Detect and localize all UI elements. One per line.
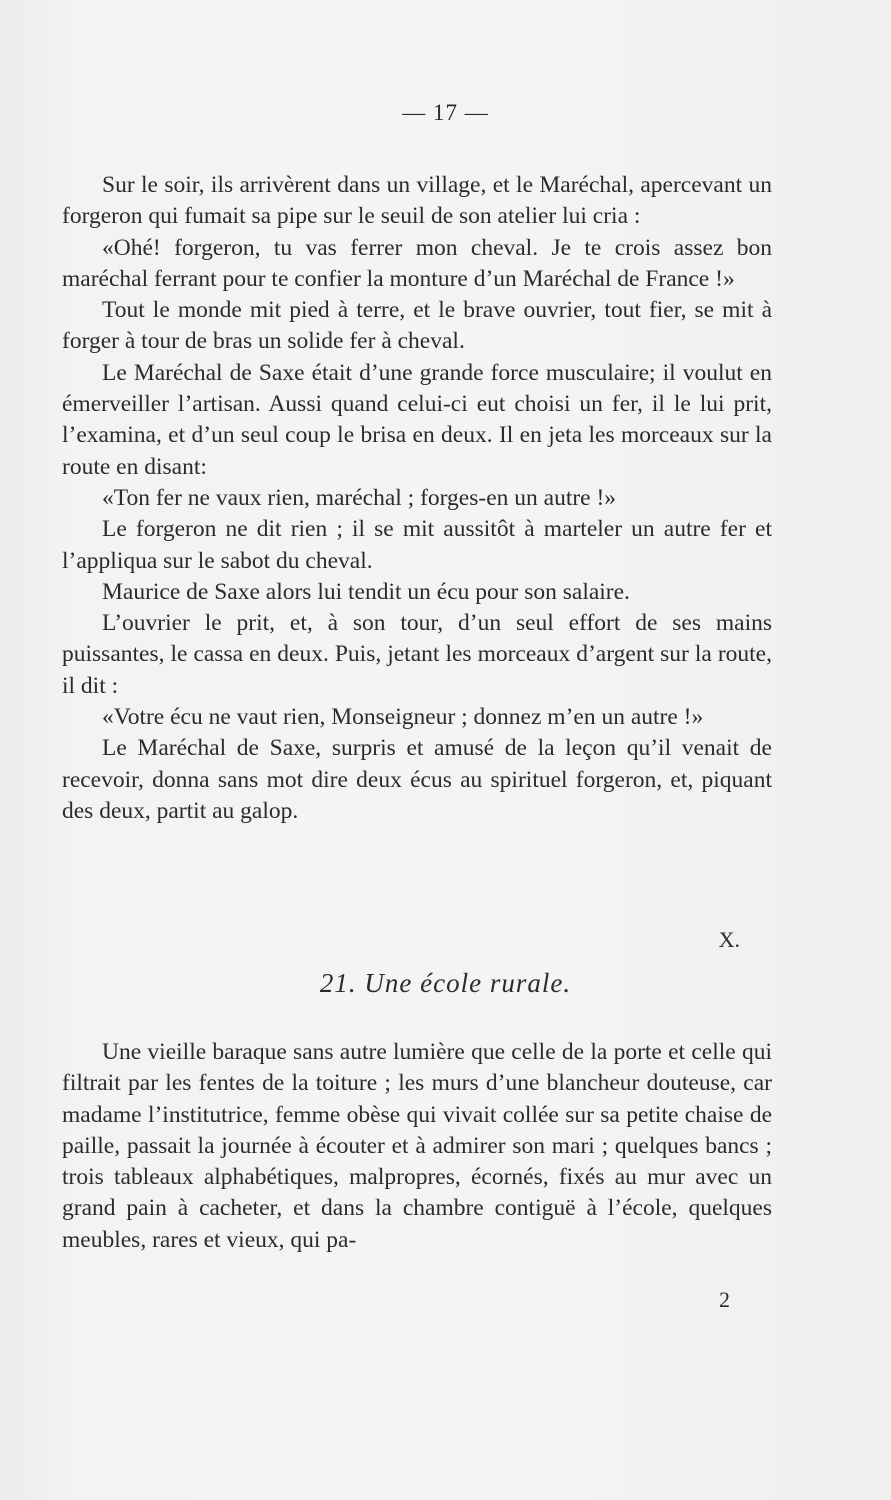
paragraph: Le forgeron ne dit rien ; il se mit aussitôt à marteler un autre fer et l’appliqua sur le sabot du cheval.	[62, 516, 772, 574]
paragraph: Maurice de Saxe alors lui tendit un écu pour son salaire.	[102, 578, 630, 605]
paragraph: «Votre écu ne vaut rien, Monseigneur ; donnez m’en un autre !»	[102, 704, 704, 731]
paragraph: Tout le monde mit pied à terre, et le brave ouvrier, tout fier, se mit à forger à tour de bras un solide fer à cheval.	[62, 297, 772, 355]
page-number: — 17 —	[402, 100, 489, 125]
paragraph: Sur le soir, ils arrivèrent dans un village, et le Maréchal, apercevant un forgeron qui fumait sa pipe sur le seuil de son atelier lui cria :	[62, 172, 772, 230]
author-signature: X.	[718, 927, 740, 952]
paragraph: L’ouvrier le prit, et, à son tour, d’un seul effort de ses mains puissantes, le cassa en deux. Puis, jetant les morceaux d’argent sur la route, il dit :	[62, 610, 772, 699]
section-text	[62, 1037, 772, 1256]
section-title: 21. Une école rurale.	[319, 968, 572, 998]
paragraph: «Ohé! forgeron, tu vas ferrer mon cheval. Je te crois assez bon maréchal ferrant pour te confier la monture d’un Maréchal de France !»	[62, 234, 772, 292]
sheet-number: 2	[719, 1287, 730, 1312]
paragraph: «Ton fer ne vaux rien, maréchal ; forges-en un autre !»	[102, 484, 617, 511]
paragraph: Le Maréchal de Saxe, surpris et amusé de la leçon qu’il venait de recevoir, donna sans mot dire deux écus au spirituel forgeron, et, piquant des deux, partit au galop.	[62, 735, 772, 824]
story-text	[62, 170, 772, 827]
paragraph: Le Maréchal de Saxe était d’une grande force musculaire; il voulut en émerveiller l’artisan. Aussi quand celui-ci eut choisi un fer, il le lui prit, l’examina, et d’un seul coup le brisa en deux. Il en jeta les morceaux sur la route en disant:	[62, 359, 772, 480]
paragraph: Une vieille baraque sans autre lumière que celle de la porte et celle qui filtrait par les fentes de la toiture ; les murs d’une blancheur douteuse, car madame l’institutrice, femme obèse qui vivait collée sur sa petite chaise de paille, passait la journée à écouter et à admirer son mari ; quelques bancs ; trois tableaux alphabétiques, malpropres, écornés, fixés au mur avec un grand pain à cacheter, et dans la chambre contiguë à l’école, quelques meubles, rares et vieux, qui pa-	[62, 1039, 772, 1253]
